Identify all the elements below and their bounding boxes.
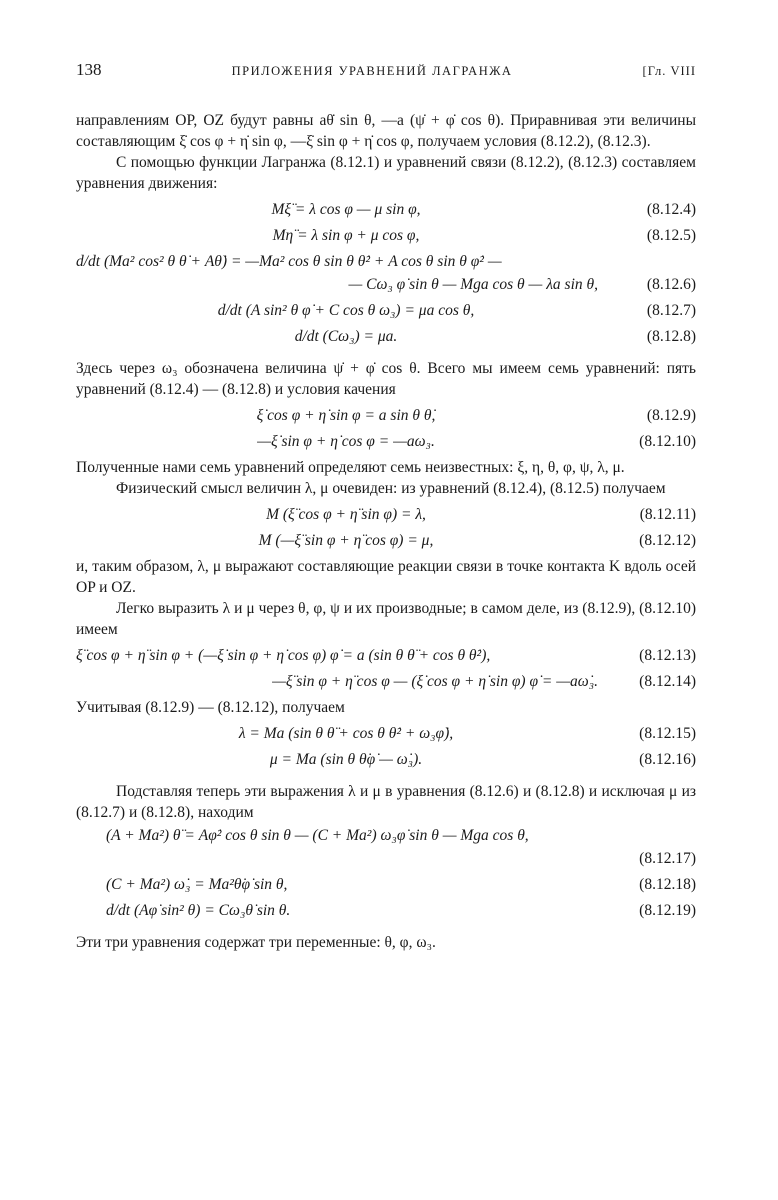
equation-expr: ξ̇ cos φ + η̇ sin φ = a sin θ θ̇, bbox=[256, 407, 436, 424]
equation-8-12-5 bbox=[76, 225, 696, 246]
equation-expr: Mξ̈ = λ cos φ — μ sin φ, bbox=[271, 201, 421, 218]
equation-8-12-10 bbox=[76, 431, 696, 452]
paragraph-5: Физический смысл величин λ, μ очевиден: из уравнений (8.12.4), (8.12.5) получаем bbox=[116, 480, 666, 497]
running-title: ПРИЛОЖЕНИЯ УРАВНЕНИЙ ЛАГРАНЖА bbox=[231, 64, 513, 78]
equation-8-12-9 bbox=[76, 405, 696, 426]
equation-number: (8.12.11) bbox=[639, 506, 696, 523]
equation-expr: M (—ξ̈ sin φ + η̈ cos φ) = μ, bbox=[258, 532, 434, 549]
equation-8-12-17 bbox=[76, 825, 696, 846]
equation-expr: ξ̈ cos φ + η̈ sin φ + (—ξ̇ sin φ + η̇ cos φ) φ̇ = a (sin θ θ̈ + cos θ θ̇²), bbox=[76, 647, 491, 664]
equation-expr: d/dt (Ma² cos² θ θ̇ + Aθ̇) = —Ma² cos θ sin θ θ̇² + A cos θ sin θ φ̇² — bbox=[76, 253, 502, 270]
paragraph-4: Полученные нами семь уравнений определяют семь неизвестных: ξ, η, θ, φ, ψ, λ, μ. bbox=[76, 459, 625, 476]
equation-8-12-7 bbox=[76, 300, 696, 321]
equation-expr: — Cω₃ φ̇ sin θ — Mga cos θ — λa sin θ, bbox=[348, 276, 598, 293]
equation-number-8-12-17: (8.12.17) bbox=[639, 850, 696, 867]
equation-expr: —ξ̇ sin φ + η̇ cos φ = —aω₃. bbox=[257, 433, 435, 450]
equation-expr: λ = Ma (sin θ θ̈ + cos θ θ̇² + ω₃φ̇), bbox=[238, 725, 454, 742]
equation-expr: —ξ̈ sin φ + η̈ cos φ — (ξ̇ cos φ + η̇ sin φ) φ̇ = —aω̇₃. bbox=[272, 673, 598, 690]
equation-number: (8.12.5) bbox=[646, 227, 696, 244]
equation-number: (8.12.19) bbox=[639, 902, 696, 919]
equation-number: (8.12.7) bbox=[646, 302, 696, 319]
equation-expr: μ = Ma (sin θ θ̇φ̇ — ω̇₃). bbox=[269, 751, 423, 768]
equation-8-12-15 bbox=[76, 723, 696, 744]
paragraph-6: и, таким образом, λ, μ выражают составляющие реакции связи в точке контакта K вдоль осей OP и OZ. bbox=[76, 558, 696, 596]
paragraph-3: Здесь через ω₃ обозначена величина ψ̇ + φ̇ cos θ. Всего мы имеем семь уравнений: пять уравнений (8.12.4) — (8.12.8) и условия качения bbox=[76, 360, 696, 398]
equation-8-12-14 bbox=[76, 671, 696, 692]
equation-8-12-12 bbox=[76, 530, 696, 551]
equation-number: (8.12.18) bbox=[639, 876, 696, 893]
equation-8-12-6-line2 bbox=[76, 274, 696, 295]
chapter-marker: [Гл. VIII bbox=[642, 64, 696, 78]
equation-number: (8.12.8) bbox=[646, 328, 696, 345]
equation-8-12-6-line1 bbox=[76, 251, 696, 272]
equation-number: (8.12.13) bbox=[639, 647, 696, 664]
equation-number: (8.12.15) bbox=[639, 725, 696, 742]
equation-expr: Mη̈ = λ sin φ + μ cos φ, bbox=[272, 227, 420, 244]
equation-number: (8.12.14) bbox=[639, 673, 696, 690]
equation-8-12-13 bbox=[76, 645, 696, 666]
equation-8-12-16 bbox=[76, 749, 696, 770]
equation-number: (8.12.6) bbox=[646, 276, 696, 293]
equation-8-12-8 bbox=[76, 326, 696, 347]
equation-expr: M (ξ̈ cos φ + η̈ sin φ) = λ, bbox=[266, 506, 426, 523]
equation-8-12-18 bbox=[76, 874, 696, 895]
equation-number: (8.12.16) bbox=[639, 751, 696, 768]
page-number: 138 bbox=[76, 60, 102, 79]
equation-number: (8.12.10) bbox=[639, 433, 696, 450]
running-header bbox=[76, 60, 696, 80]
equation-expr: (A + Ma²) θ̈ = Aφ̇² cos θ sin θ — (C + Ma²) ω₃φ̇ sin θ — Mga cos θ, bbox=[106, 827, 529, 844]
equation-expr: d/dt (Aφ̇ sin² θ) = Cω₃θ̇ sin θ. bbox=[106, 902, 291, 919]
equation-expr: d/dt (Cω₃) = μa. bbox=[294, 328, 398, 345]
paragraph-1: направлениям OP, OZ будут равны aθ̇ sin θ, —a (ψ̇ + φ̇ cos θ). Приравнивая эти величины составляющим ξ̇ cos φ + η̇ sin φ, —ξ̇ sin φ + η̇ cos φ, получаем условия (8.12.2), (8.12.3). bbox=[76, 112, 696, 150]
paragraph-8: Учитывая (8.12.9) — (8.12.12), получаем bbox=[76, 699, 345, 716]
paragraph-7: Легко выразить λ и μ через θ, φ, ψ и их производные; в самом деле, из (8.12.9), (8.12.10) имеем bbox=[76, 600, 696, 638]
paragraph-9: Подставляя теперь эти выражения λ и μ в уравнения (8.12.6) и (8.12.8) и исключая μ из (8.12.7) и (8.12.8), находим bbox=[76, 783, 696, 821]
equation-8-12-19 bbox=[76, 900, 696, 921]
paragraph-10: Эти три уравнения содержат три переменные: θ, φ, ω₃. bbox=[76, 934, 436, 951]
equation-number: (8.12.12) bbox=[639, 532, 696, 549]
equation-number: (8.12.9) bbox=[646, 407, 696, 424]
equation-expr: (C + Ma²) ω̇₃ = Ma²θ̇φ̇ sin θ, bbox=[106, 876, 288, 893]
equation-8-12-11 bbox=[76, 504, 696, 525]
paragraph-2: С помощью функции Лагранжа (8.12.1) и уравнений связи (8.12.2), (8.12.3) составляем уравнения движения: bbox=[76, 154, 696, 192]
equation-8-12-4 bbox=[76, 199, 696, 220]
equation-number: (8.12.4) bbox=[646, 201, 696, 218]
equation-expr: d/dt (A sin² θ φ̇ + C cos θ ω₃) = μa cos θ, bbox=[217, 302, 475, 319]
